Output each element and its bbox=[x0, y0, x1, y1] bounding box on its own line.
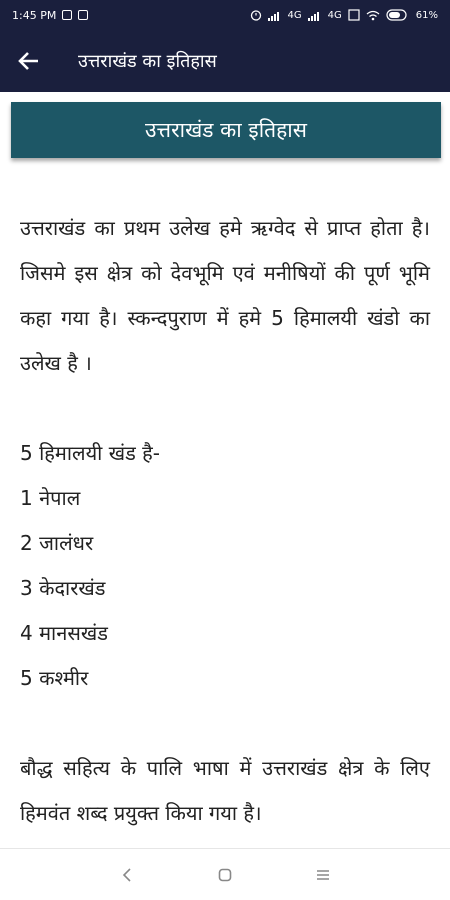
app-bar bbox=[0, 30, 450, 92]
alarm-icon bbox=[250, 9, 262, 21]
signal-icon-2 bbox=[308, 10, 322, 21]
list-item: 2 जालंधर bbox=[20, 531, 94, 555]
battery-icon bbox=[386, 9, 410, 21]
content-area[interactable] bbox=[0, 92, 450, 848]
status-bar bbox=[0, 0, 450, 30]
app-title: उत्तराखंड का इतिहास bbox=[78, 51, 217, 72]
title-banner: उत्तराखंड का इतिहास bbox=[11, 102, 441, 158]
arrow-left-icon[interactable] bbox=[18, 45, 50, 77]
data-sim-icon bbox=[348, 9, 360, 21]
list-item: 4 मानसखंड bbox=[20, 621, 108, 645]
article-body bbox=[0, 158, 450, 836]
system-nav-bar bbox=[0, 848, 450, 900]
status-right bbox=[250, 9, 438, 21]
menu-icon[interactable] bbox=[309, 861, 337, 889]
paragraph-1: उत्तराखंड का प्रथम उलेख हमे ऋग्वेद से प्राप्त होता है। जिसमे इस क्षेत्र को देवभूमि एवं मनीषियों की पूर्ण भूमि कहा गया है। स्कन्दपुराण में हमे 5 हिमालयी खंडो का उलेख है । bbox=[20, 216, 430, 375]
list-heading: 5 हिमालयी खंड है- bbox=[20, 441, 160, 465]
paragraph-2: बौद्ध सहित्य के पालि भाषा में उत्तराखंड क्षेत्र के लिए हिमवंत शब्द प्रयुक्त किया गया है। bbox=[20, 756, 430, 825]
list-item: 5 कश्मीर bbox=[20, 666, 89, 690]
list-item: 1 नेपाल bbox=[20, 486, 81, 510]
list-item: 3 केदारखंड bbox=[20, 576, 106, 600]
spacer bbox=[20, 386, 430, 431]
network-type-1: 4G bbox=[287, 9, 302, 21]
status-left bbox=[12, 9, 88, 22]
battery-level: 61% bbox=[415, 9, 438, 21]
chevron-left-icon[interactable] bbox=[113, 861, 141, 889]
gallery-notification-icon bbox=[62, 10, 72, 20]
app-notification-icon bbox=[78, 10, 88, 20]
network-type-2: 4G bbox=[327, 9, 342, 21]
wifi-icon bbox=[366, 10, 380, 21]
square-icon[interactable] bbox=[211, 861, 239, 889]
signal-icon bbox=[268, 10, 282, 21]
status-time: 1:45 PM bbox=[12, 8, 57, 22]
spacer bbox=[20, 701, 430, 746]
